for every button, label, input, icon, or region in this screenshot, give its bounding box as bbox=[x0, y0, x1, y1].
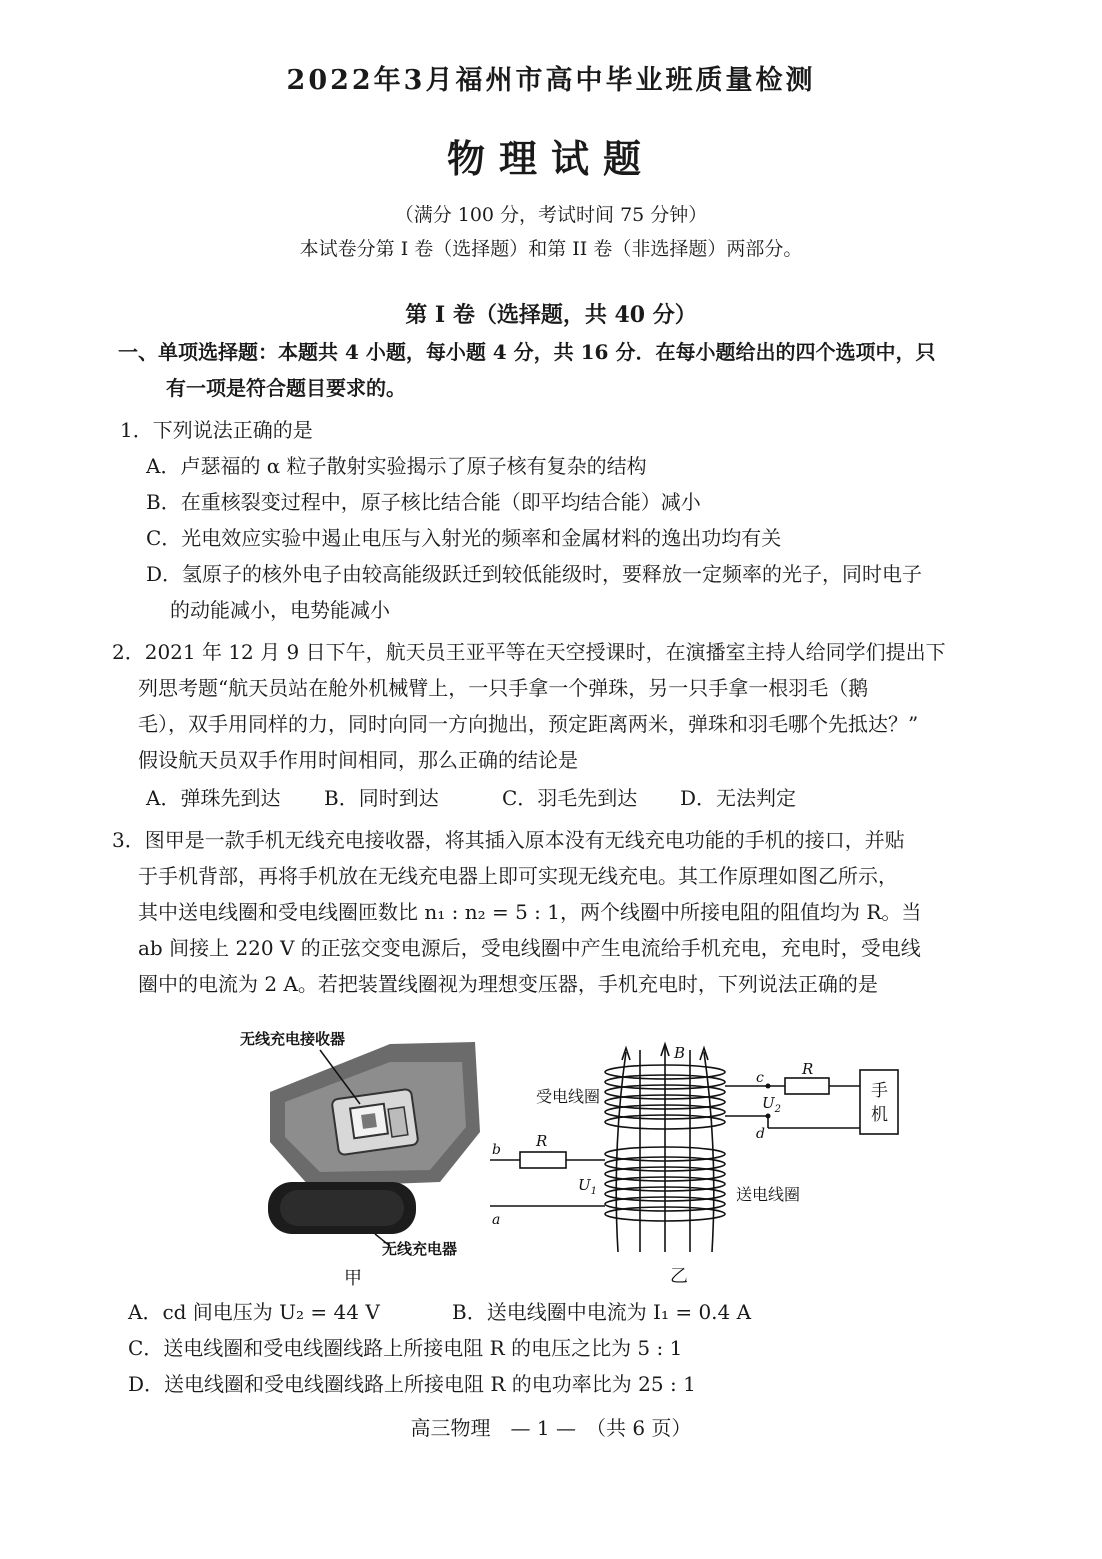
figure-jia bbox=[240, 1022, 490, 1292]
q3-line2: 于手机背部，再将手机放在无线充电器上即可实现无线充电。其工作原理如图乙所示， bbox=[138, 864, 898, 888]
resistor-top bbox=[785, 1078, 829, 1094]
label-receiver: 无线充电接收器 bbox=[240, 1030, 346, 1048]
label-transmitting-coil: 送电线圈 bbox=[736, 1185, 801, 1204]
label-phone-2: 机 bbox=[871, 1105, 888, 1125]
exam-name: 2022年3月福州市高中毕业班质量检测 bbox=[286, 65, 816, 96]
section-intro-2: 有一项是符合题目要求的。 bbox=[166, 376, 406, 400]
label-r-top: R bbox=[802, 1060, 814, 1078]
q3-line4: ab 间接上 220 V 的正弦交变电源后，受电线圈中产生电流给手机充电，充电时，受电线 bbox=[138, 936, 921, 960]
label-c: c bbox=[756, 1070, 764, 1086]
q3-option-d: D．送电线圈和受电线圈线路上所接电阻 R 的电功率比为 25 : 1 bbox=[128, 1372, 696, 1396]
exam-parts: 本试卷分第 I 卷（选择题）和第 II 卷（非选择题）两部分。 bbox=[299, 238, 803, 260]
q2-option-c: C．羽毛先到达 bbox=[502, 786, 638, 810]
q1-option-a: A．卢瑟福的 α 粒子散射实验揭示了原子核有复杂的结构 bbox=[146, 454, 647, 478]
q1-option-d-line1: D．氢原子的核外电子由较高能级跃迁到较低能级时，要释放一定频率的光子，同时电子 bbox=[146, 562, 923, 586]
q2-line2: 列思考题“航天员站在舱外机械臂上，一只手拿一个弹珠，另一只手拿一根羽毛（鹅 bbox=[138, 676, 869, 700]
q3-line3: 其中送电线圈和受电线圈匝数比 n₁ : n₂ = 5 : 1，两个线圈中所接电阻的阻值均为 R。当 bbox=[138, 900, 922, 924]
label-u2: $U_2$ bbox=[762, 1094, 782, 1115]
label-b-field: B bbox=[674, 1044, 686, 1062]
q1-option-b: B．在重核裂变过程中，原子核比结合能（即平均结合能）减小 bbox=[146, 490, 701, 514]
label-u1: $U_1$ bbox=[578, 1176, 598, 1197]
q3-option-c: C．送电线圈和受电线圈线路上所接电阻 R 的电压之比为 5 : 1 bbox=[128, 1336, 683, 1360]
q2-line1: 2．2021 年 12 月 9 日下午，航天员王亚平等在天空授课时，在演播室主持人给同学们提出下 bbox=[112, 640, 946, 664]
label-receiving-coil: 受电线圈 bbox=[536, 1087, 601, 1106]
caption-jia: 甲 bbox=[344, 1268, 362, 1289]
label-a: a bbox=[492, 1212, 501, 1228]
resistor-bottom bbox=[520, 1152, 566, 1168]
label-charger: 无线充电器 bbox=[382, 1240, 458, 1258]
exam-note: （满分 100 分，考试时间 75 分钟） bbox=[394, 204, 708, 226]
label-r-bottom: R bbox=[536, 1132, 548, 1150]
caption-yi: 乙 bbox=[670, 1266, 688, 1287]
q1-option-d-line2: 的动能减小，电势能减小 bbox=[170, 598, 390, 622]
q2-line4: 假设航天员双手作用时间相同，那么正确的结论是 bbox=[138, 748, 578, 772]
q2-options bbox=[146, 784, 858, 812]
q3-option-b: B．送电线圈中电流为 I₁ = 0.4 A bbox=[452, 1300, 752, 1324]
q3-line1: 3．图甲是一款手机无线充电接收器，将其插入原本没有无线充电功能的手机的接口，并贴 bbox=[112, 828, 905, 852]
q3-line5: 圈中的电流为 2 A。若把装置线圈视为理想变压器，手机充电时，下列说法正确的是 bbox=[138, 972, 878, 996]
label-b: b bbox=[492, 1142, 501, 1158]
subject-title: 物理试题 bbox=[446, 136, 655, 181]
q2-option-a: A．弹珠先到达 bbox=[146, 786, 281, 810]
q3-option-a: A．cd 间电压为 U₂ = 44 V bbox=[128, 1300, 380, 1324]
q2-line3: 毛），双手用同样的力，同时向同一方向抛出，预定距离两米，弹珠和羽毛哪个先抵达？” bbox=[138, 712, 919, 736]
q1-stem: 1．下列说法正确的是 bbox=[120, 418, 313, 442]
section-intro-1: 一、单项选择题：本题共 4 小题，每小题 4 分，共 16 分．在每小题给出的四个选项中，只 bbox=[118, 340, 936, 364]
volume-title: 第 I 卷（选择题，共 40 分） bbox=[405, 302, 697, 328]
page-footer: 高三物理 — 1 — （共 6 页） bbox=[410, 1416, 692, 1440]
q2-option-b: B．同时到达 bbox=[324, 786, 439, 810]
q1-option-c: C．光电效应实验中遏止电压与入射光的频率和金属材料的逸出功均有关 bbox=[146, 526, 782, 550]
label-phone-1: 手 bbox=[871, 1081, 888, 1101]
q2-option-d: D．无法判定 bbox=[680, 786, 797, 810]
label-d: d bbox=[756, 1126, 765, 1142]
figure-yi bbox=[480, 1030, 900, 1290]
